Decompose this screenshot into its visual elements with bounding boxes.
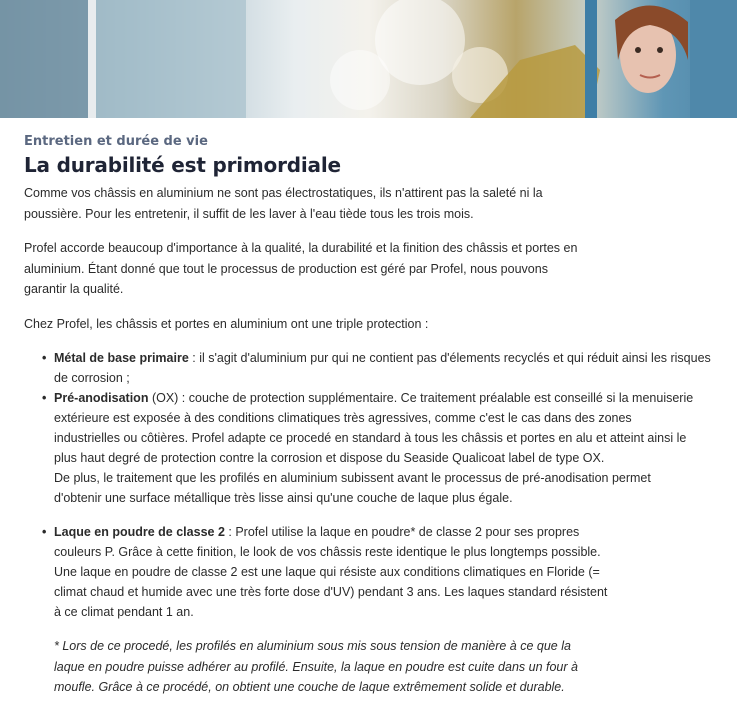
list-item (42, 348, 724, 388)
bullet-icon: • (42, 391, 47, 405)
paragraph-maintenance: Comme vos châssis en aluminium ne sont pas électrostatiques, ils n'attirent pas la saleté ni la poussière. Pour les entretenir, il suffit de les laver à l'eau tiède tous les trois mois. (24, 186, 543, 221)
section-eyebrow: Entretien et durée de vie (24, 134, 208, 149)
paragraph-protection-intro: Chez Profel, les châssis et portes en aluminium ont une triple protection : (24, 316, 429, 331)
protection-list (24, 348, 724, 622)
bullet-icon: • (42, 351, 47, 365)
paragraph-quality: Profel accorde beaucoup d'importance à la qualité, la durabilité et la finition des châssis et portes en aluminium. Étant donné que tout le processus de production est géré par Profel, nous pouvons garantir la qualité. (24, 241, 578, 296)
list-item-title: Laque en poudre de classe 2 (54, 525, 225, 539)
list-item-text: : il s'agit d'aluminium pur qui ne contient pas d'élements recyclés et qui réduit ainsi les risques de corrosion ; (54, 351, 711, 385)
footnote: * Lors de ce procedé, les profilés en aluminium sous mis sous tension de manière à ce que la laque en poudre puisse adhérer au profilé. Ensuite, la laque en poudre est cuite dans un four à moufle. Grâce à ce procédé, on obtient une couche de laque extrêmement solide et durable. (54, 639, 578, 694)
list-item (42, 388, 694, 508)
list-item-title: Métal de base primaire (54, 351, 189, 365)
bullet-icon: • (42, 525, 47, 539)
window-cleaning-photo (0, 0, 737, 118)
article (24, 134, 724, 698)
list-item-text: : Profel utilise la laque en poudre* de classe 2 pour ses propres couleurs P. Grâce à cette finition, le look de vos châssis reste identique le plus longtemps possible. Une laque en poudre de classe 2 est une laque qui résiste aux conditions climatiques en Floride (= climat chaud et humide avec une très forte dose d'UV) pendant 3 ans. Les laques standard résistent à ce climat pendant 1 an. (54, 525, 608, 619)
list-item-extra-text: De plus, le traitement que les profilés en aluminium subissent avant le processus de pré-anodisation permet d'obtenir une surface métallique très lisse ainsi qu'une couche de laque plus égale. (54, 471, 651, 505)
list-item-text: (OX) : couche de protection supplémentaire. Ce traitement préalable est conseillé si la menuiserie extérieure est exposée à des conditions climatiques très agressives, comme c'est le cas dans des zones industrielles ou côtières. Profel adapte ce procedé en standard à tous les châssis et portes en alu et atteint ainsi le plus haut degré de protection contre la corrosion et dispose du Seaside Qualicoat label de type OX. (54, 391, 694, 465)
list-item (42, 522, 614, 622)
hero-banner-image (0, 0, 737, 118)
list-item-title: Pré-anodisation (54, 391, 149, 405)
page-title: La durabilité est primordiale (24, 153, 341, 177)
